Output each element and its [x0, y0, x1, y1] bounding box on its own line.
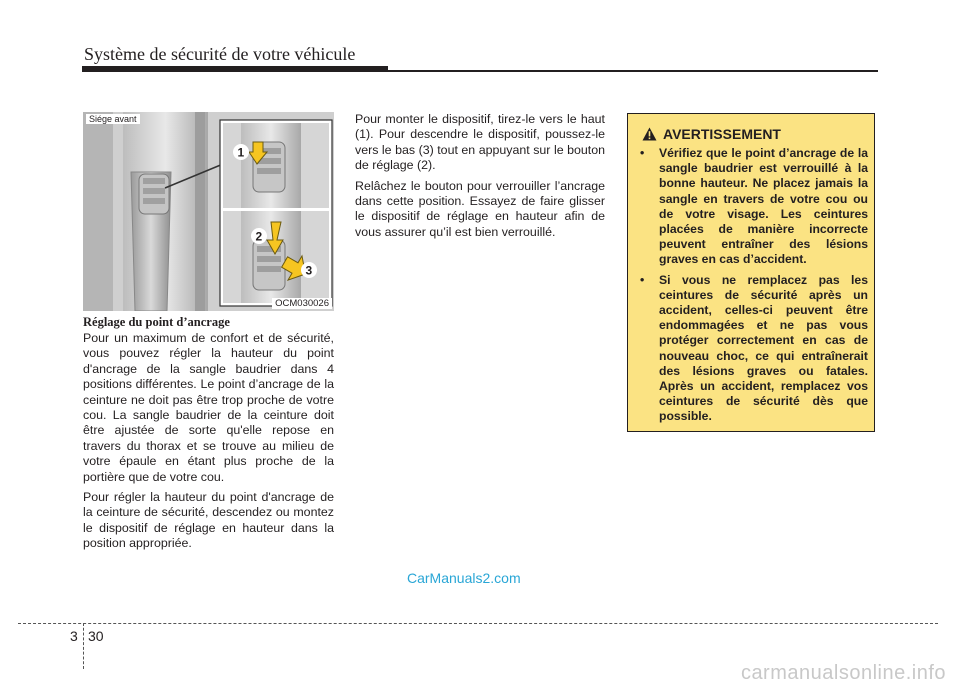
- site-watermark: carmanualsonline.info: [740, 662, 946, 684]
- seatbelt-anchor-illustration: [83, 112, 334, 311]
- left-column-text: [83, 331, 334, 557]
- warning-triangle-icon: [642, 127, 657, 141]
- footer-rule: [18, 623, 938, 624]
- callout-1: 1: [237, 145, 245, 160]
- footer-divider: [83, 623, 84, 669]
- illustration-drawing: [83, 112, 334, 311]
- chapter-number: 3: [70, 628, 78, 644]
- warning-header: [642, 126, 781, 142]
- page-header-title: Système de sécurité de votre véhicule: [84, 44, 356, 64]
- warning-box: [627, 113, 875, 432]
- callout-2: 2: [255, 229, 263, 244]
- paragraph: Pour un maximum de confort et de sécurité, vous pouvez régler la hauteur du point d'ancrage de la sangle baudrier dans 4 positions différentes. Le point d’ancrage de la ceinture ne doit pas être trop proche de votre cou. La sangle baudrier de la ceinture doit être ajustée de sorte qu'elle repose en travers du thorax et se trouve au milieu de votre épaule en étant plus proche de la portière que de votre cou.: [83, 331, 334, 484]
- warning-title: AVERTISSEMENT: [663, 126, 781, 142]
- header-rule-thin: [388, 70, 878, 72]
- paragraph: Pour régler la hauteur du point d'ancrage de la ceinture de sécurité, descendez ou montez le dispositif de réglage en hauteur dans la position appropriée.: [83, 490, 334, 551]
- watermark-link[interactable]: CarManuals2.com: [407, 570, 521, 586]
- header-rule: [82, 66, 388, 72]
- bullet: •: [640, 272, 645, 287]
- figure-label: Siége avant: [86, 114, 140, 124]
- warning-item: [638, 273, 868, 425]
- page-number: 30: [88, 628, 104, 644]
- paragraph: Relâchez le bouton pour verrouiller l’ancrage dans cette position. Essayez de faire glisser le dispositif de réglage en hauteur afin de vous assurer qu’il est bien verrouillé.: [355, 178, 605, 239]
- warning-item: [638, 146, 868, 268]
- callout-3: 3: [305, 263, 313, 278]
- warning-item-text: Si vous ne remplacez pas les ceintures de sécurité après un accident, celles-ci peuvent être endommagées et ne pas vous protéger correctement en cas de nouveau choc, ce qui entraînerait des lésions graves ou fatales. Après un accident, remplacez vos ceintures de sécurité dès que possible.: [659, 272, 868, 424]
- paragraph: Pour monter le dispositif, tirez-le vers le haut (1). Pour descendre le dispositif, poussez-le vers le bas (3) tout en appuyant sur le bouton de réglage (2).: [355, 112, 605, 173]
- warning-list: [638, 146, 868, 430]
- middle-column-text: [355, 112, 605, 245]
- bullet: •: [640, 146, 645, 160]
- figure-code: OCM030026: [272, 298, 332, 309]
- warning-item-text: Vérifiez que le point d’ancrage de la sangle baudrier est verrouillé à la bonne hauteur. Ne placez jamais la sangle en travers de votre cou ou de votre visage. Les ceintures placées de manière incorrecte peuvent entraîner des lésions graves en cas d’accident.: [659, 146, 868, 267]
- section-heading: Réglage du point d’ancrage: [83, 315, 230, 329]
